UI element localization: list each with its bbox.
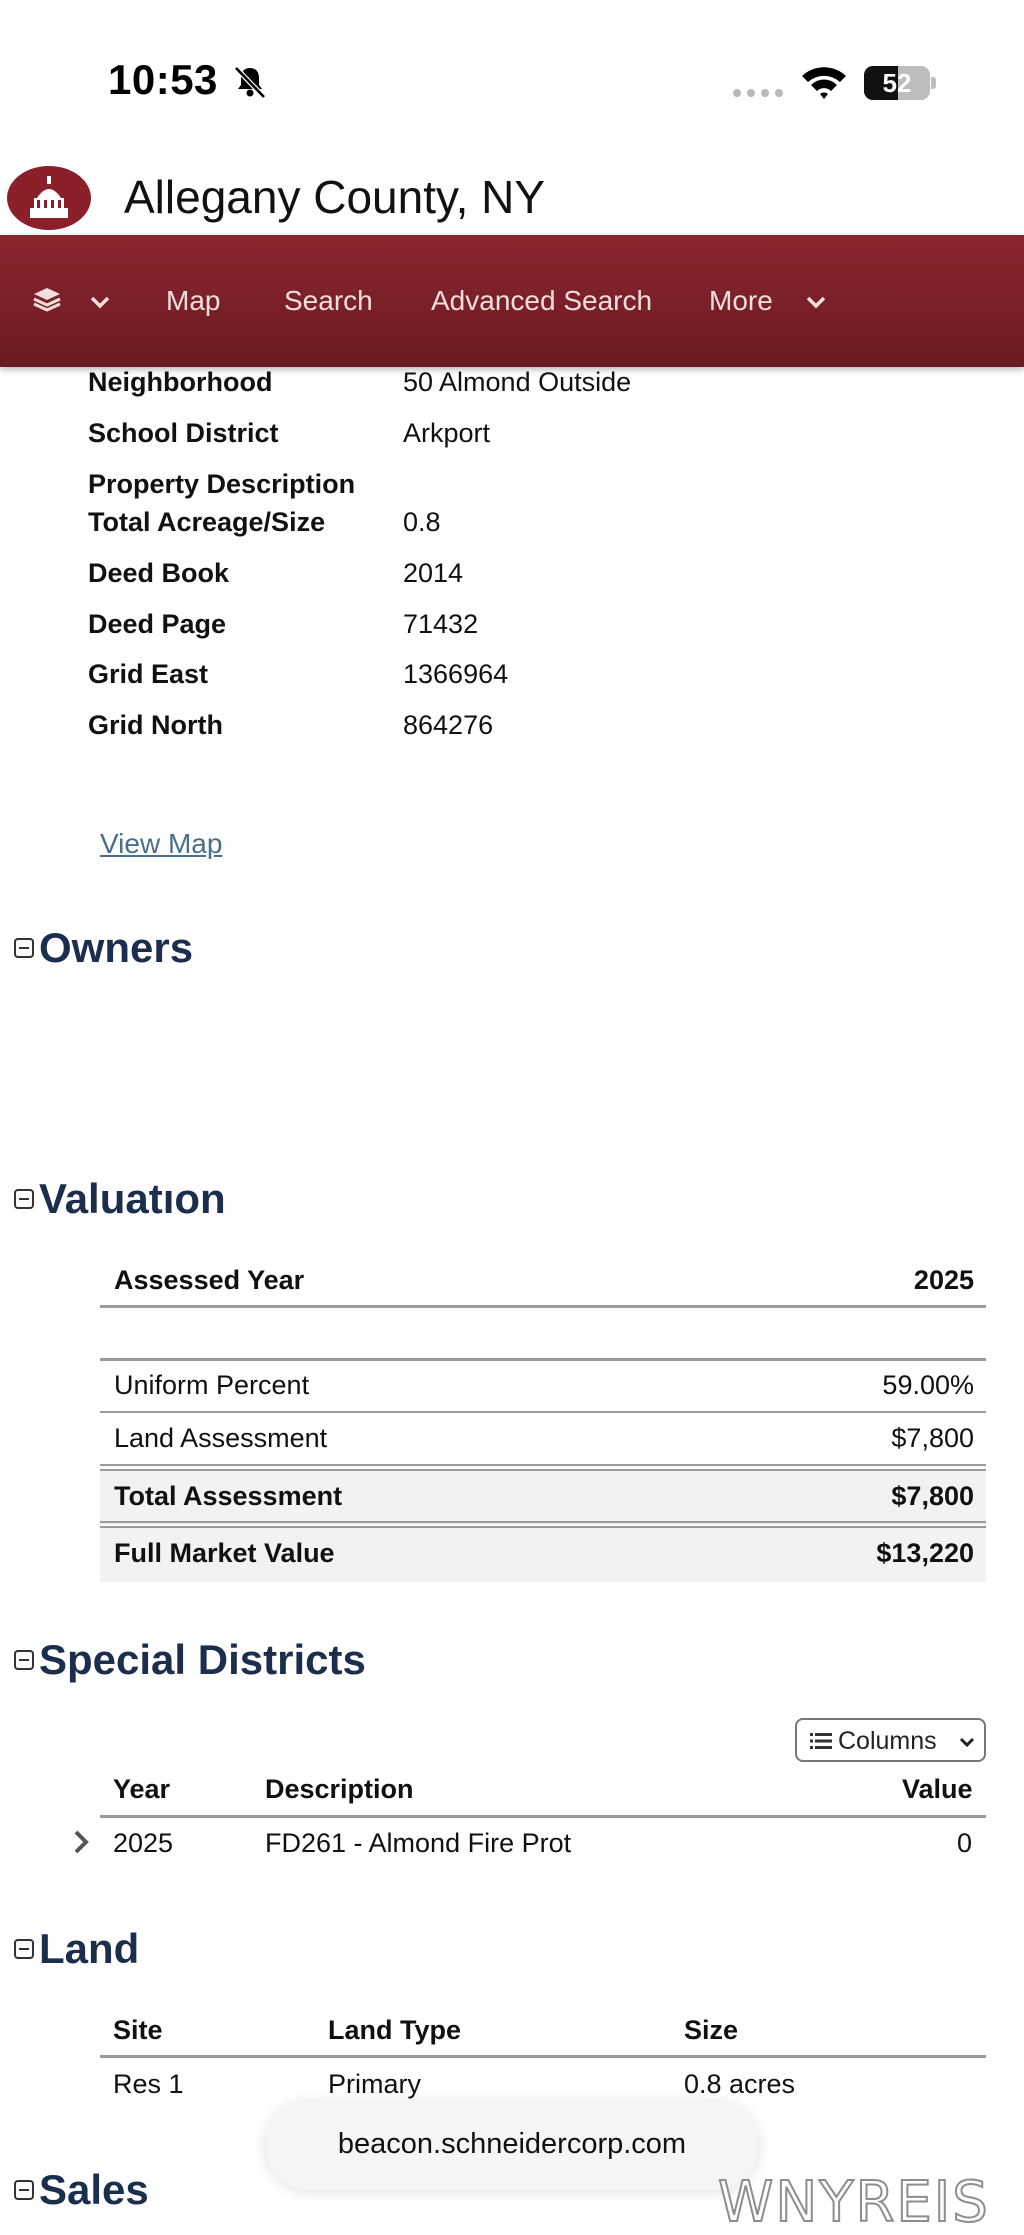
district-value: 0 [957, 1828, 973, 1858]
divider [100, 1305, 986, 1308]
divider [100, 1815, 986, 1818]
full-market-value-value: $13,220 [876, 1538, 974, 1568]
assessed-year-label: Assessed Year [114, 1265, 305, 1295]
owners-title: Owners [39, 924, 194, 971]
nav-more[interactable]: More [709, 285, 773, 316]
columns-button[interactable] [795, 1718, 986, 1762]
prop-label-deed-book: Deed Book [88, 558, 230, 588]
prop-value-acreage: 0.8 [403, 507, 441, 537]
browser-address-bar[interactable] [265, 2100, 759, 2190]
prop-label-acreage: Total Acreage/Size [88, 507, 326, 537]
prop-value-deed-book: 2014 [403, 558, 464, 588]
nav-search[interactable]: Search [284, 285, 373, 316]
prop-label-grid-east: Grid East [88, 659, 209, 689]
prop-value-school-district: Arkport [403, 418, 491, 448]
bell-muted-icon [232, 64, 268, 100]
status-time: 10:53 [108, 56, 218, 103]
land-size: 0.8 acres [684, 2069, 796, 2099]
chevron-down-icon[interactable] [90, 295, 110, 309]
list-icon [810, 1732, 832, 1750]
land-title: Land [39, 1925, 140, 1972]
prop-label-neighborhood: Neighborhood [88, 367, 273, 397]
nav-map[interactable]: Map [166, 285, 221, 316]
prop-value-grid-east: 1366964 [403, 659, 509, 689]
divider [100, 1464, 986, 1466]
district-description: FD261 - Almond Fire Prot [265, 1828, 572, 1858]
sales-title: Sales [39, 2166, 149, 2213]
battery-icon [864, 66, 930, 100]
total-assessment-label: Total Assessment [114, 1481, 343, 1511]
owners-section-header[interactable] [14, 924, 193, 972]
col-header-land-type[interactable]: Land Type [328, 2015, 462, 2045]
uniform-percent-label: Uniform Percent [114, 1370, 310, 1400]
prop-label-school-district: School District [88, 418, 279, 448]
chevron-down-icon[interactable] [806, 295, 826, 309]
valuation-title: Valuatıon [39, 1175, 226, 1222]
land-assessment-label: Land Assessment [114, 1423, 328, 1453]
col-header-site[interactable]: Site [113, 2015, 163, 2045]
columns-button-label: Columns [838, 1727, 937, 1755]
collapse-icon[interactable] [14, 1189, 34, 1209]
prop-value-grid-north: 864276 [403, 710, 494, 740]
county-logo [6, 164, 92, 232]
chevron-down-icon [959, 1736, 975, 1748]
url-text: beacon.schneidercorp.com [337, 2128, 687, 2160]
valuation-section-header[interactable] [14, 1175, 226, 1223]
divider [100, 1526, 986, 1528]
watermark: WNYREIS [718, 2170, 990, 2235]
prop-label-grid-north: Grid North [88, 710, 223, 740]
layers-icon[interactable] [32, 285, 62, 315]
district-year: 2025 [113, 1828, 174, 1858]
col-header-description[interactable]: Description [265, 1774, 414, 1804]
land-site: Res 1 [113, 2069, 184, 2099]
prop-value-neighborhood: 50 Almond Outside [403, 367, 632, 397]
prop-value-deed-page: 71432 [403, 609, 479, 639]
sales-section-header[interactable] [14, 2166, 149, 2214]
collapse-icon[interactable] [14, 1939, 34, 1959]
battery-level: 52 [882, 68, 912, 98]
collapse-icon[interactable] [14, 1650, 34, 1670]
nav-advanced-search[interactable]: Advanced Search [431, 285, 653, 316]
land-section-header[interactable] [14, 1925, 139, 1973]
collapse-icon[interactable] [14, 938, 34, 958]
divider [100, 1358, 986, 1361]
total-assessment-value: $7,800 [891, 1481, 974, 1511]
divider [100, 2055, 986, 2058]
divider [100, 1411, 986, 1413]
full-market-value-label: Full Market Value [114, 1538, 335, 1568]
land-assessment-value: $7,800 [891, 1423, 974, 1453]
col-header-year[interactable]: Year [113, 1774, 171, 1804]
special-districts-title: Special Districts [39, 1636, 366, 1683]
chevron-right-icon[interactable] [72, 1828, 90, 1856]
cellular-signal-icon [733, 89, 783, 97]
divider [100, 1521, 986, 1523]
land-type: Primary [328, 2069, 421, 2099]
prop-label-deed-page: Deed Page [88, 609, 227, 639]
battery-cap [931, 77, 936, 89]
wifi-icon [800, 64, 848, 100]
col-header-value[interactable]: Value [902, 1774, 973, 1804]
view-map-link[interactable]: View Map [100, 828, 223, 859]
assessed-year-value: 2025 [913, 1265, 974, 1295]
nav-bar [0, 235, 1024, 367]
divider [100, 1469, 986, 1471]
collapse-icon[interactable] [14, 2180, 34, 2200]
prop-label-property-description: Property Description [88, 469, 356, 499]
col-header-size[interactable]: Size [684, 2015, 739, 2045]
special-districts-section-header[interactable] [14, 1636, 366, 1684]
uniform-percent-value: 59.00% [882, 1370, 974, 1400]
site-title[interactable]: Allegany County, NY [124, 171, 546, 223]
